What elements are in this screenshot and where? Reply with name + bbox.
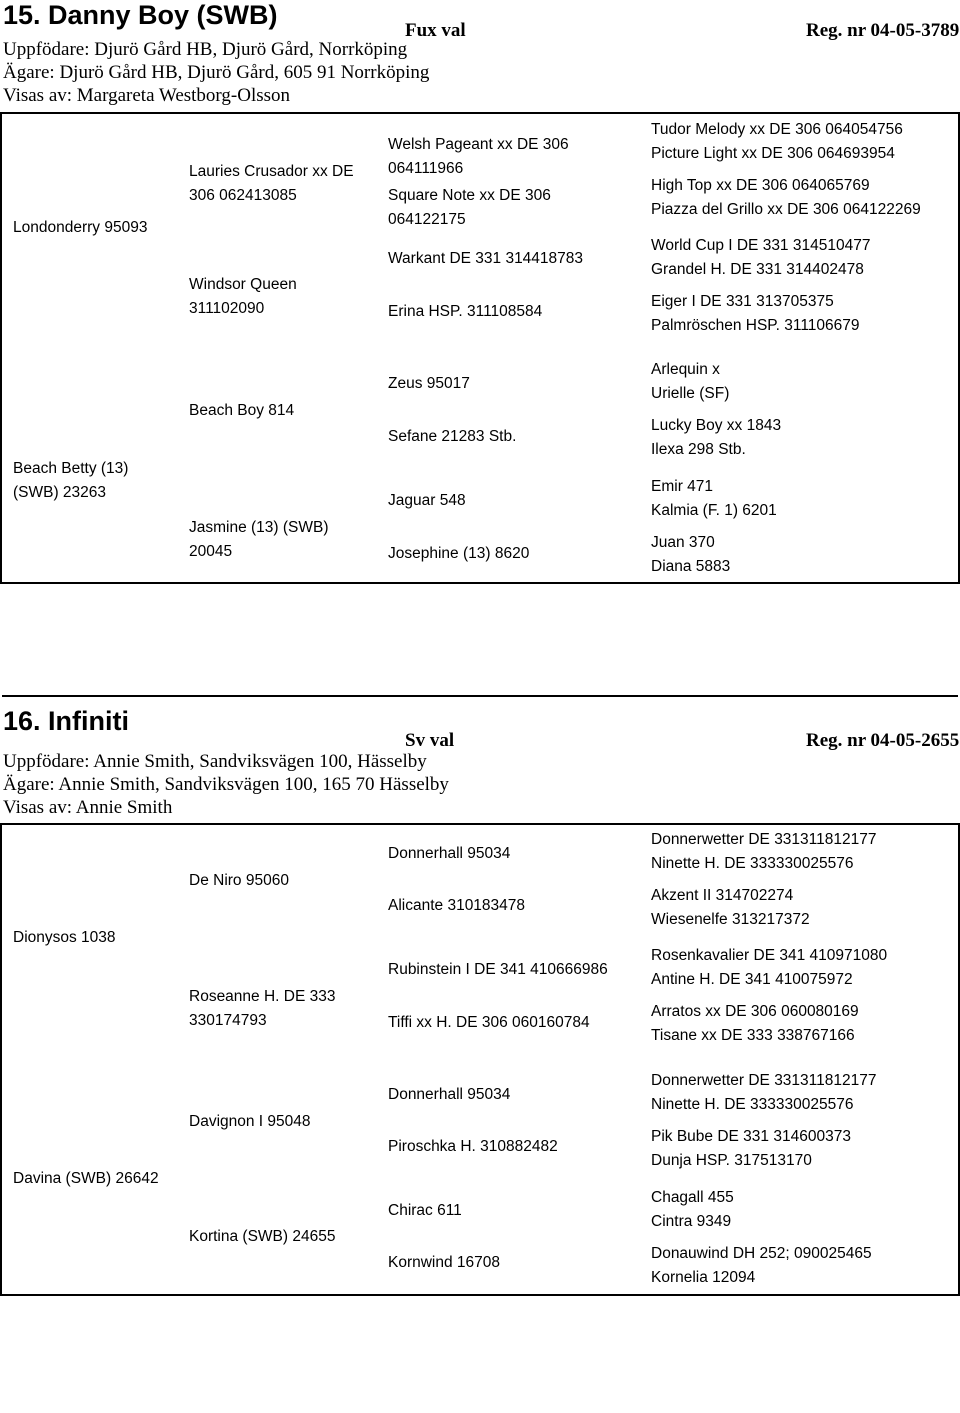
pedigree-dam: Davina (SWB) 26642 — [13, 1170, 159, 1187]
pedigree-g4: Urielle (SF) — [651, 385, 730, 402]
pedigree-sire-dam: Windsor Queen 311102090 — [189, 276, 297, 317]
pedigree-g4: Ninette H. DE 333330025576 — [651, 1096, 854, 1113]
shown-by-line: Visas av: Margareta Westborg-Olsson — [3, 85, 291, 106]
pedigree-g4: Rosenkavalier DE 341 410971080 — [651, 947, 888, 964]
pedigree-g4: Emir 471 — [651, 478, 714, 495]
pedigree-sire: Londonderry 95093 — [13, 219, 148, 236]
pedigree-g4: High Top xx DE 306 064065769 — [651, 177, 870, 194]
pedigree-g4: Dunja HSP. 317513170 — [651, 1152, 812, 1169]
pedigree-dam-dam: Kortina (SWB) 24655 — [189, 1228, 336, 1245]
pedigree-g4: Donnerwetter DE 331311812177 — [651, 831, 877, 848]
pedigree-g4: Ilexa 298 Stb. — [651, 441, 746, 458]
pedigree-g4: Grandel H. DE 331 314402478 — [651, 261, 864, 278]
pedigree-dam: Beach Betty (13) (SWB) 23263 — [13, 460, 129, 501]
pedigree-g3: Sefane 21283 Stb. — [388, 428, 517, 445]
pedigree-g4: Donnerwetter DE 331311812177 — [651, 1072, 877, 1089]
shown-by-line: Visas av: Annie Smith — [3, 797, 173, 818]
pedigree-g4: Donauwind DH 252; 090025465 — [651, 1245, 872, 1262]
pedigree-g4: Lucky Boy xx 1843 — [651, 417, 782, 434]
entry-title: 15. Danny Boy (SWB) — [3, 0, 278, 30]
pedigree-g4: Piazza del Grillo xx DE 306 064122269 — [651, 201, 921, 218]
breeder-line: Uppfödare: Annie Smith, Sandviksvägen 100, Hässelby — [3, 751, 427, 772]
pedigree-g4: Tisane xx DE 333 338767166 — [651, 1027, 855, 1044]
pedigree-g4: Tudor Melody xx DE 306 064054756 — [651, 121, 903, 138]
registration-number: Reg. nr 04-05-3789 — [806, 20, 960, 41]
pedigree-g4: Eiger I DE 331 313705375 — [651, 293, 834, 310]
category-label: Sv val — [405, 730, 455, 751]
pedigree-g4: Antine H. DE 341 410075972 — [651, 971, 853, 988]
owner-line: Ägare: Djurö Gård HB, Djurö Gård, 605 91 Norrköping — [3, 62, 430, 83]
pedigree-g3: Alicante 310183478 — [388, 897, 526, 914]
pedigree-g4: Picture Light xx DE 306 064693954 — [651, 145, 895, 162]
pedigree-sire-dam: Roseanne H. DE 333 330174793 — [189, 988, 336, 1029]
pedigree-g3: Square Note xx DE 306 064122175 — [388, 187, 551, 228]
pedigree-g4: Arlequin x — [651, 361, 720, 378]
pedigree-g3: Josephine (13) 8620 — [388, 545, 530, 562]
pedigree-g4: Kornelia 12094 — [651, 1269, 756, 1286]
pedigree-sire: Dionysos 1038 — [13, 929, 116, 946]
pedigree-sire-sire: De Niro 95060 — [189, 872, 289, 889]
pedigree-g4: Akzent II 314702274 — [651, 887, 794, 904]
category-label: Fux val — [405, 20, 466, 41]
owner-line: Ägare: Annie Smith, Sandviksvägen 100, 165 70 Hässelby — [3, 774, 449, 795]
pedigree-g3: Kornwind 16708 — [388, 1254, 501, 1271]
pedigree-dam-sire: Beach Boy 814 — [189, 402, 295, 419]
pedigree-g4: Pik Bube DE 331 314600373 — [651, 1128, 851, 1145]
pedigree-g3: Donnerhall 95034 — [388, 845, 511, 862]
pedigree-g3: Chirac 611 — [388, 1202, 462, 1219]
pedigree-g3: Donnerhall 95034 — [388, 1086, 511, 1103]
pedigree-dam-dam: Jasmine (13) (SWB) 20045 — [189, 519, 329, 560]
pedigree-g3: Tiffi xx H. DE 306 060160784 — [388, 1014, 590, 1031]
pedigree-g4: Wiesenelfe 313217372 — [651, 911, 810, 928]
pedigree-g4: Palmröschen HSP. 311106679 — [651, 317, 860, 334]
pedigree-g4: Chagall 455 — [651, 1189, 734, 1206]
pedigree-dam-sire: Davignon I 95048 — [189, 1113, 311, 1130]
pedigree-g4: Diana 5883 — [651, 558, 731, 575]
pedigree-g3: Jaguar 548 — [388, 492, 466, 509]
pedigree-g3: Zeus 95017 — [388, 375, 470, 392]
pedigree-g4: Cintra 9349 — [651, 1213, 732, 1230]
entry-title: 16. Infiniti — [3, 706, 130, 736]
pedigree-g4: Kalmia (F. 1) 6201 — [651, 502, 777, 519]
breeder-line: Uppfödare: Djurö Gård HB, Djurö Gård, Norrköping — [3, 39, 408, 60]
pedigree-g4: Ninette H. DE 333330025576 — [651, 855, 854, 872]
section-divider — [2, 695, 958, 697]
pedigree-g3: Warkant DE 331 314418783 — [388, 250, 584, 267]
registration-number: Reg. nr 04-05-2655 — [806, 730, 960, 751]
pedigree-g4: World Cup I DE 331 314510477 — [651, 237, 871, 254]
pedigree-g3: Welsh Pageant xx DE 306 064111966 — [388, 136, 569, 177]
pedigree-g3: Erina HSP. 311108584 — [388, 303, 543, 320]
pedigree-g3: Rubinstein I DE 341 410666986 — [388, 961, 608, 978]
pedigree-g3: Piroschka H. 310882482 — [388, 1138, 558, 1155]
pedigree-g4: Arratos xx DE 306 060080169 — [651, 1003, 859, 1020]
pedigree-sire-sire: Lauries Crusador xx DE 306 062413085 — [189, 163, 354, 204]
pedigree-g4: Juan 370 — [651, 534, 715, 551]
